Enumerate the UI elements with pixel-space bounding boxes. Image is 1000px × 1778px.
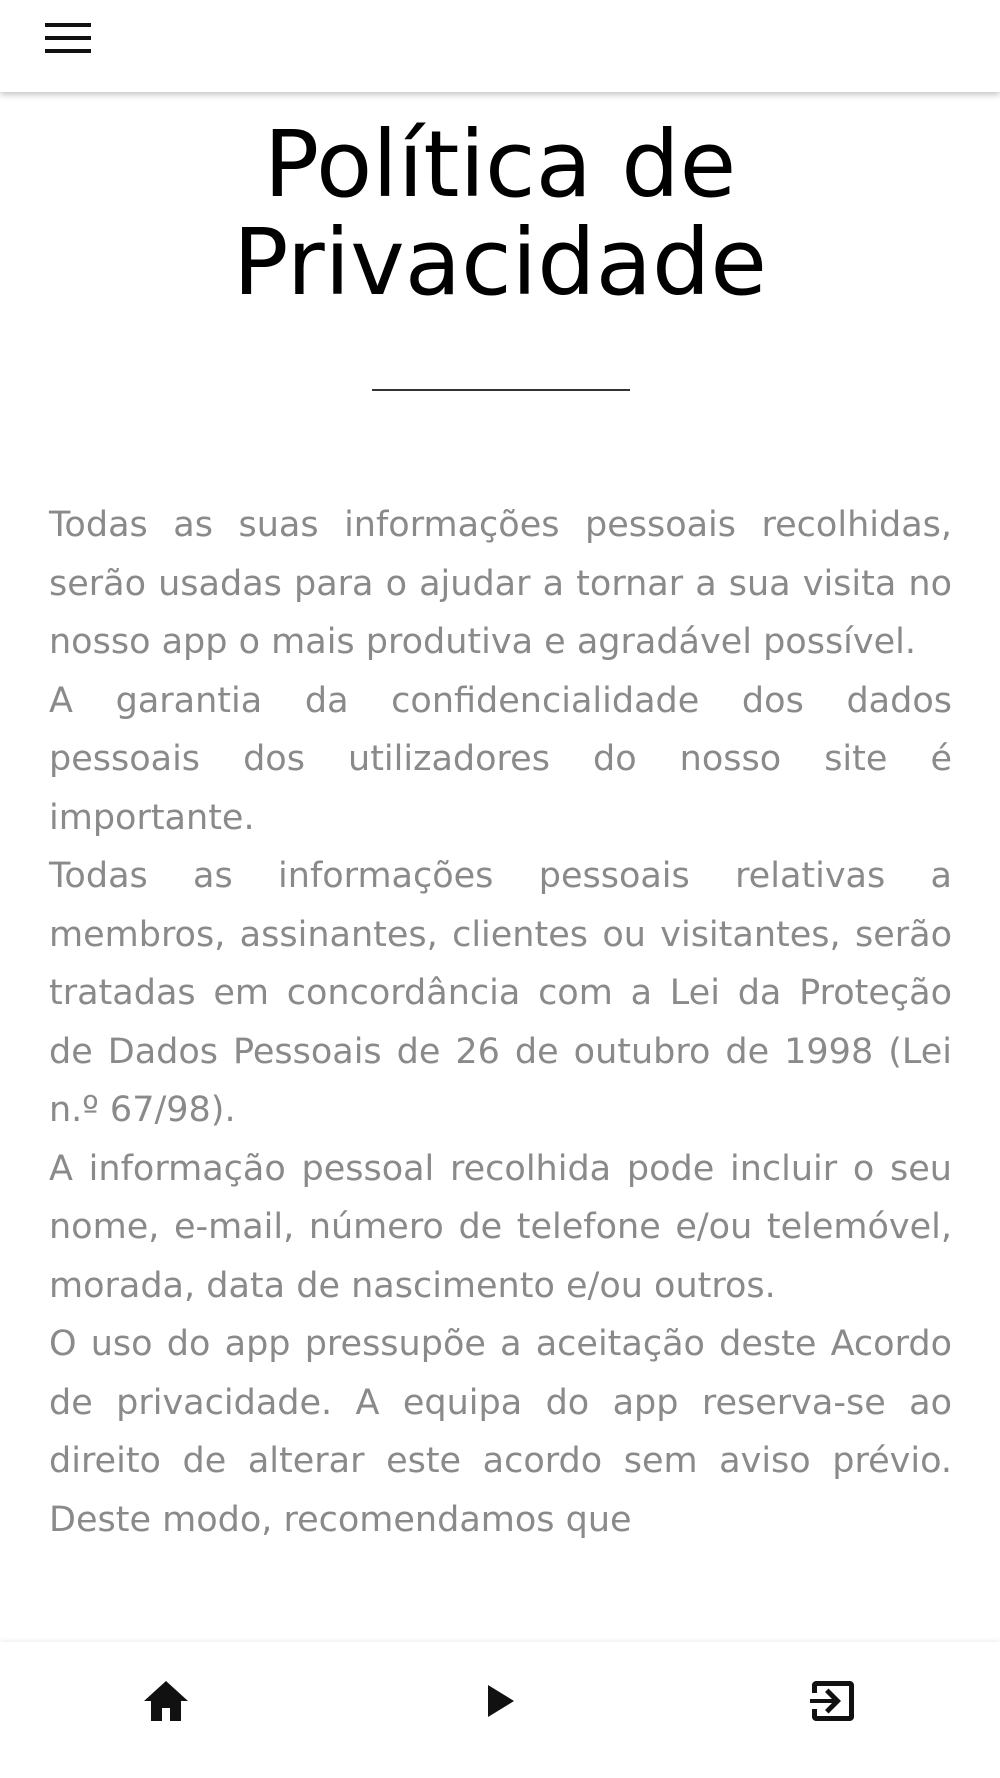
exit-button[interactable] xyxy=(793,1668,873,1734)
bottom-navigation-bar xyxy=(0,1642,1000,1778)
menu-icon xyxy=(45,21,91,55)
privacy-policy-text xyxy=(49,496,952,1549)
play-icon xyxy=(486,1683,516,1719)
top-app-bar xyxy=(0,0,1000,92)
page-title: Política de Privacidade xyxy=(233,111,767,316)
page-content[interactable] xyxy=(0,92,1000,1642)
paragraph: O uso do app pressupõe a aceitação deste Acordo de privacidade. A equipa do app reserva-se ao direito de alterar este acordo sem aviso prévio. Deste modo, recomendamos que xyxy=(49,1324,952,1540)
paragraph: Todas as suas informações pessoais recolhidas, serão usadas para o ajudar a tornar a sua visita no nosso app o mais produtiva e agradável possível. xyxy=(49,505,952,662)
home-button[interactable] xyxy=(126,1668,206,1734)
title-divider xyxy=(372,389,630,391)
paragraph: Todas as informações pessoais relativas a membros, assinantes, clientes ou visitantes, serão tratadas em concordância com a Lei da Proteção de Dados Pessoais de 26 de outubro de 1998 (Lei n.º 67/98). xyxy=(49,856,952,1130)
menu-button[interactable] xyxy=(36,6,100,70)
home-icon xyxy=(142,1679,190,1723)
exit-icon xyxy=(810,1679,856,1723)
play-button[interactable] xyxy=(461,1668,541,1734)
paragraph: A informação pessoal recolhida pode incluir o seu nome, e-mail, número de telefone e/ou telemóvel, morada, data de nascimento e/ou outros. xyxy=(49,1148,952,1306)
paragraph: A garantia da confidencialidade dos dados pessoais dos utilizadores do nosso site é importante. xyxy=(49,680,952,838)
